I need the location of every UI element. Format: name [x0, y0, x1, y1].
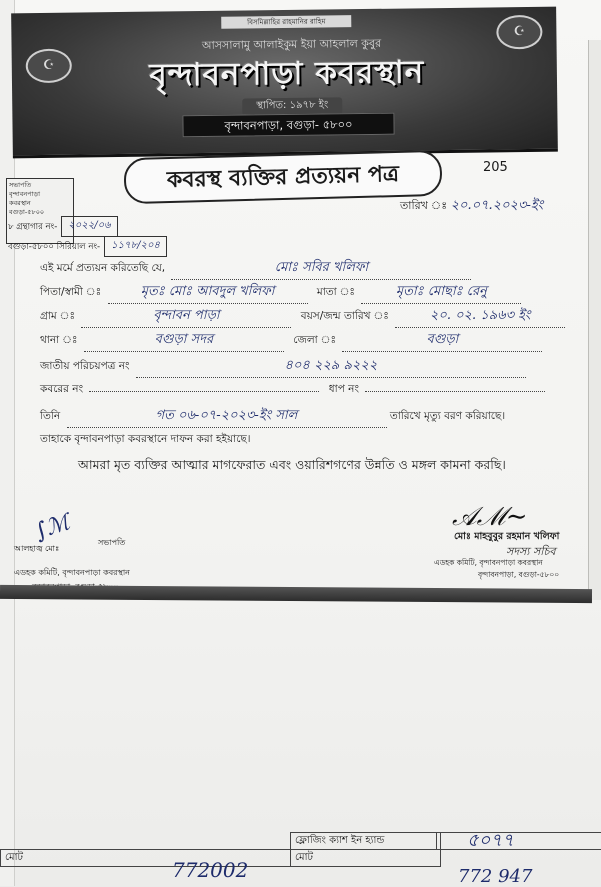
- thana-value: বগুড়া সদর: [84, 330, 284, 352]
- ledger-table: [0, 832, 601, 886]
- reg-value-2: ১১৭৮/২০৪: [104, 236, 167, 257]
- signature-block-left: [10, 510, 170, 595]
- footer-bar: [0, 585, 592, 603]
- stamp-line-4: বগুড়া-৫৮০০: [9, 208, 45, 216]
- serial-number: 205: [483, 160, 508, 175]
- death-date-value: গত ০৬-০৭-২০২৩-ইং সাল: [67, 406, 387, 428]
- date-value: ২০.০৭.২০২৩-ইং: [450, 198, 544, 213]
- header-subtitle: আসসালামু আলাইকুম ইয়া আহলাল কুবুর: [201, 36, 382, 53]
- reg-value-1: ২০২২/০৬: [61, 216, 117, 237]
- nid-label: জাতীয় পরিচয়পত্র নং: [40, 360, 130, 372]
- grave-line: [40, 382, 545, 399]
- reg-label-2: বগুড়া-৫৮০০ সিরিয়াল নং-: [8, 241, 101, 252]
- ledger-header: ফ্লোজিং ক্যাশ ইন হ্যান্ড: [290, 832, 441, 850]
- step-label: ধাপ নং: [328, 383, 359, 395]
- nid-value: ৪০৪ ২২৯ ৯২২২: [136, 356, 526, 378]
- intro-label: এই মর্মে প্রত্যয়ন করিতেছি যে,: [40, 262, 166, 274]
- certificate-title: কবরস্থ ব্যক্তির প্রত্যয়ন পত্র: [123, 150, 442, 204]
- village-label: গ্রাম ঃ: [40, 310, 76, 322]
- stamp-line-3: কবরস্থান: [9, 199, 31, 207]
- mother-label: মাতা ঃ: [316, 286, 356, 298]
- date-label: তারিখ ঃ: [400, 199, 448, 212]
- right-sig-name: মোঃ মাহবুবুর রহমান খলিফা: [454, 531, 560, 542]
- nid-line: [40, 356, 526, 378]
- district-label: জেলা ঃ: [293, 334, 337, 346]
- ledger-left-label: মোট: [0, 849, 291, 867]
- header-title: বৃন্দাবনপাড়া কবরস্থান: [149, 54, 425, 94]
- father-label: পিতা/স্বামী ঃ: [40, 286, 102, 298]
- he-label: তিনি: [40, 410, 61, 422]
- thana-district-line: [40, 330, 542, 352]
- registration-row-1: [8, 216, 118, 237]
- right-emblem-icon: ☪: [496, 15, 542, 50]
- date-row: [400, 196, 543, 217]
- ledger-right-label: মোট: [290, 849, 441, 867]
- ledger-value-bottom-left: 772002: [172, 858, 249, 882]
- right-sig-address: বৃন্দাবনপাড়া, বগুড়া-৫৮০০: [478, 570, 560, 579]
- ledger-value-bottom-right: 772 947: [458, 866, 533, 887]
- death-line: [40, 406, 505, 428]
- village-value: বৃন্দাবন পাড়া: [81, 306, 291, 328]
- closing-prayer: আমরা মৃত ব্যক্তির আত্মার মাগফেরাত এবং ওয়ারিশগণের উন্নতি ও মঙ্গল কামনা করছি।: [78, 457, 506, 472]
- ledger-value-top: ৫০৭৭: [436, 832, 601, 850]
- reg-label-1: ৮ গ্রন্থাগার নং-: [8, 221, 58, 232]
- mother-name: মৃতাঃ মোছাঃ রেনু: [361, 282, 521, 304]
- step-value: [365, 391, 545, 392]
- death-suffix: তারিখে মৃত্যু বরণ করিয়াছে।: [389, 410, 506, 422]
- name-line: [40, 258, 471, 280]
- grave-value: [89, 391, 319, 392]
- header-top-strip: বিসমিল্লাহির রাহমানির রাহিম: [221, 15, 351, 29]
- left-emblem-icon: ☪: [26, 49, 72, 84]
- age-label: বয়স/জন্ম তারিখ ঃ: [300, 310, 389, 322]
- left-sig-line-1: আলহাজ্ব মোঃ: [14, 544, 60, 553]
- district-value: বগুড়া: [342, 330, 542, 352]
- header-address: বৃন্দাবনপাড়া, বগুড়া- ৫৮০০: [182, 113, 394, 138]
- header-established: স্থাপিত: ১৯৭৮ ইং: [242, 97, 342, 115]
- registration-row-2: [8, 236, 167, 257]
- village-age-line: [40, 306, 565, 328]
- father-name: মৃতঃ মোঃ আবদুল খলিফা: [108, 282, 308, 304]
- right-sig-role: সদস্য সচিব: [506, 545, 556, 558]
- left-sig-line-2: সভাপতি: [98, 538, 126, 547]
- deceased-name: মোঃ সবির খলিফা: [171, 258, 471, 280]
- stamp-line-1: সভাপতি: [9, 181, 32, 189]
- grave-label: কবরের নং: [40, 383, 84, 395]
- stamp-line-2: বৃন্দাবনপাড়া: [9, 190, 41, 198]
- left-signature-mark: ∫ℳ: [31, 510, 74, 545]
- right-sig-org: এডহক কমিটি, বৃন্দাবনপাড়া কবরস্থান: [434, 558, 543, 567]
- signature-block-right: [428, 498, 598, 588]
- thana-label: থানা ঃ: [40, 334, 78, 346]
- age-value: ২০. ০২. ১৯৬৩ ইং: [395, 306, 565, 328]
- parents-line: [40, 282, 521, 304]
- right-signature-mark: 𝒜ℳ∼: [452, 502, 528, 532]
- header-banner: [11, 7, 558, 159]
- left-sig-line-3: এডহক কমিটি, বৃন্দাবনপাড়া কবরস্থান: [14, 568, 130, 577]
- burial-line: তাহাকে বৃন্দাবনপাড়া কবরস্থানে দাফন করা হইয়াছে।: [40, 433, 251, 445]
